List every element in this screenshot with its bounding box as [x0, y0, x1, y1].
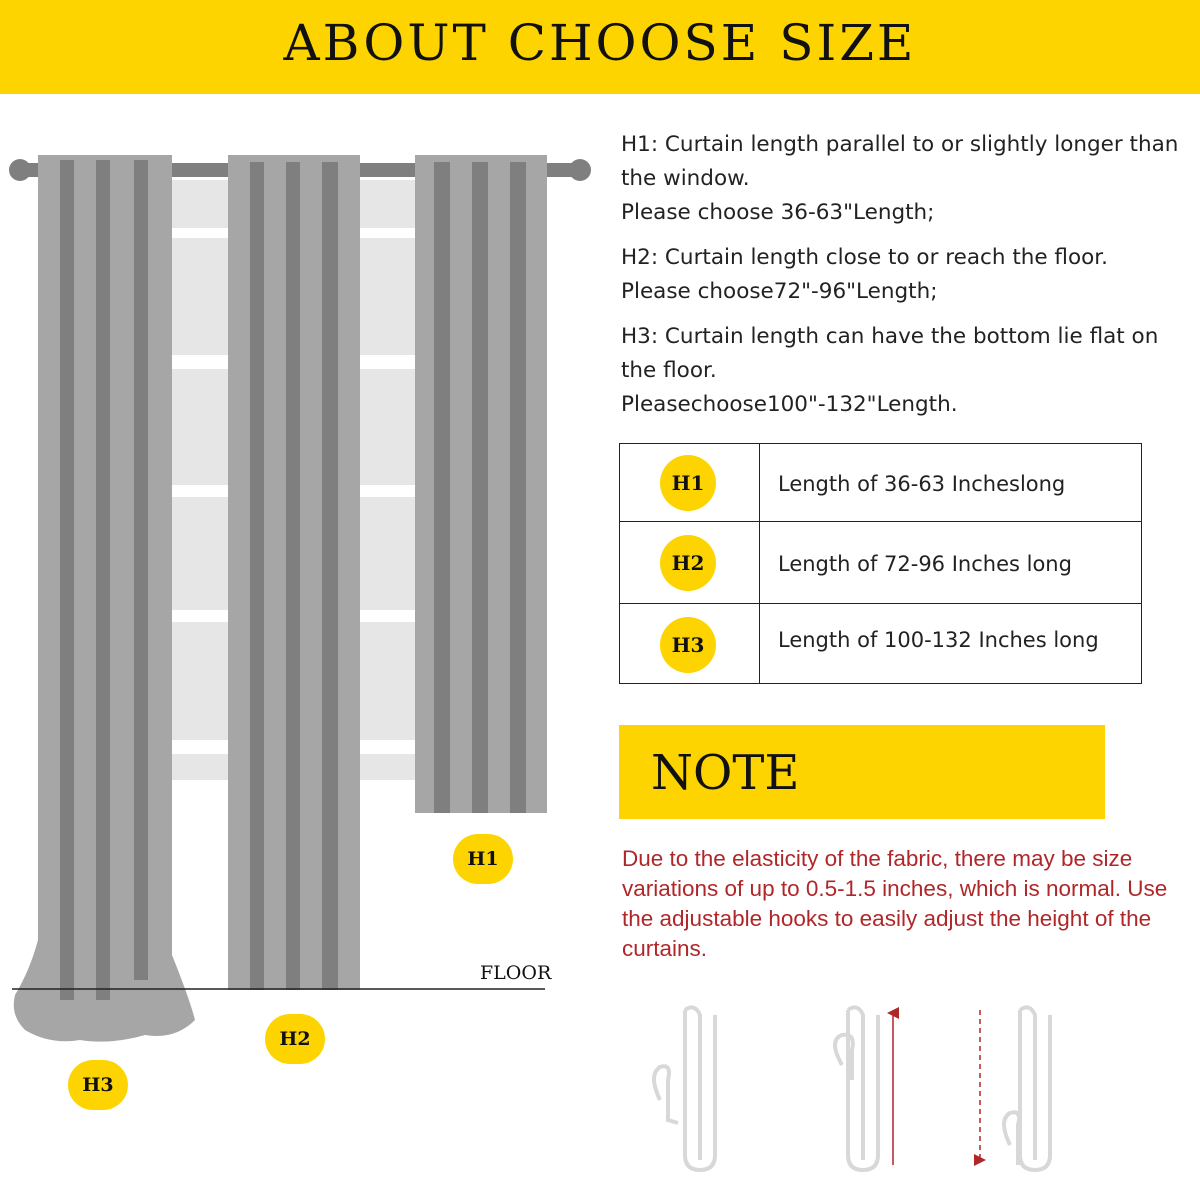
note-banner	[619, 725, 1105, 819]
page-title: ABOUT CHOOSE SIZE	[283, 14, 917, 72]
h3-label: H3	[68, 1060, 128, 1110]
table-row	[620, 604, 1141, 684]
curtain-hook-icon	[654, 1007, 715, 1170]
h2-label: H2	[265, 1014, 325, 1064]
h2-badge: H2	[660, 535, 716, 591]
h3-description: H3: Curtain length can have the bottom lie flat on the floor. Pleasechoose100"-132"Length.	[621, 324, 1159, 417]
h3-length: Length of 100-132 Inches long	[778, 628, 1099, 652]
note-text: Due to the elasticity of the fabric, there may be size variations of up to 0.5-1.5 inches, which is normal. Use the adjustable hooks to easily adjust the height of the curtains.	[622, 846, 1168, 961]
table-row	[620, 444, 1141, 522]
h1-badge: H1	[660, 455, 716, 511]
curtain-h1-icon	[415, 155, 547, 813]
h2-description: H2: Curtain length close to or reach the floor. Please choose72"-96"Length;	[621, 245, 1108, 304]
curtain-h2-icon	[228, 155, 360, 990]
hooks-illustration	[620, 995, 1180, 1175]
note-title: NOTE	[651, 745, 800, 801]
size-description	[621, 128, 1181, 433]
curtain-h3-icon	[14, 155, 195, 1042]
hook-adjust-up-icon	[835, 1007, 893, 1170]
table-row	[620, 522, 1141, 604]
h3-badge: H3	[660, 617, 716, 673]
header-banner	[0, 0, 1200, 94]
h1-length: Length of 36-63 Incheslong	[778, 472, 1066, 496]
h1-description: H1: Curtain length parallel to or slightly longer than the window. Please choose 36-63"Length;	[621, 132, 1179, 225]
h1-label: H1	[453, 834, 513, 884]
floor-label: FLOOR	[480, 962, 552, 984]
hook-adjust-down-icon	[980, 1007, 1050, 1170]
h2-length: Length of 72-96 Inches long	[778, 552, 1072, 576]
size-table	[619, 443, 1142, 684]
